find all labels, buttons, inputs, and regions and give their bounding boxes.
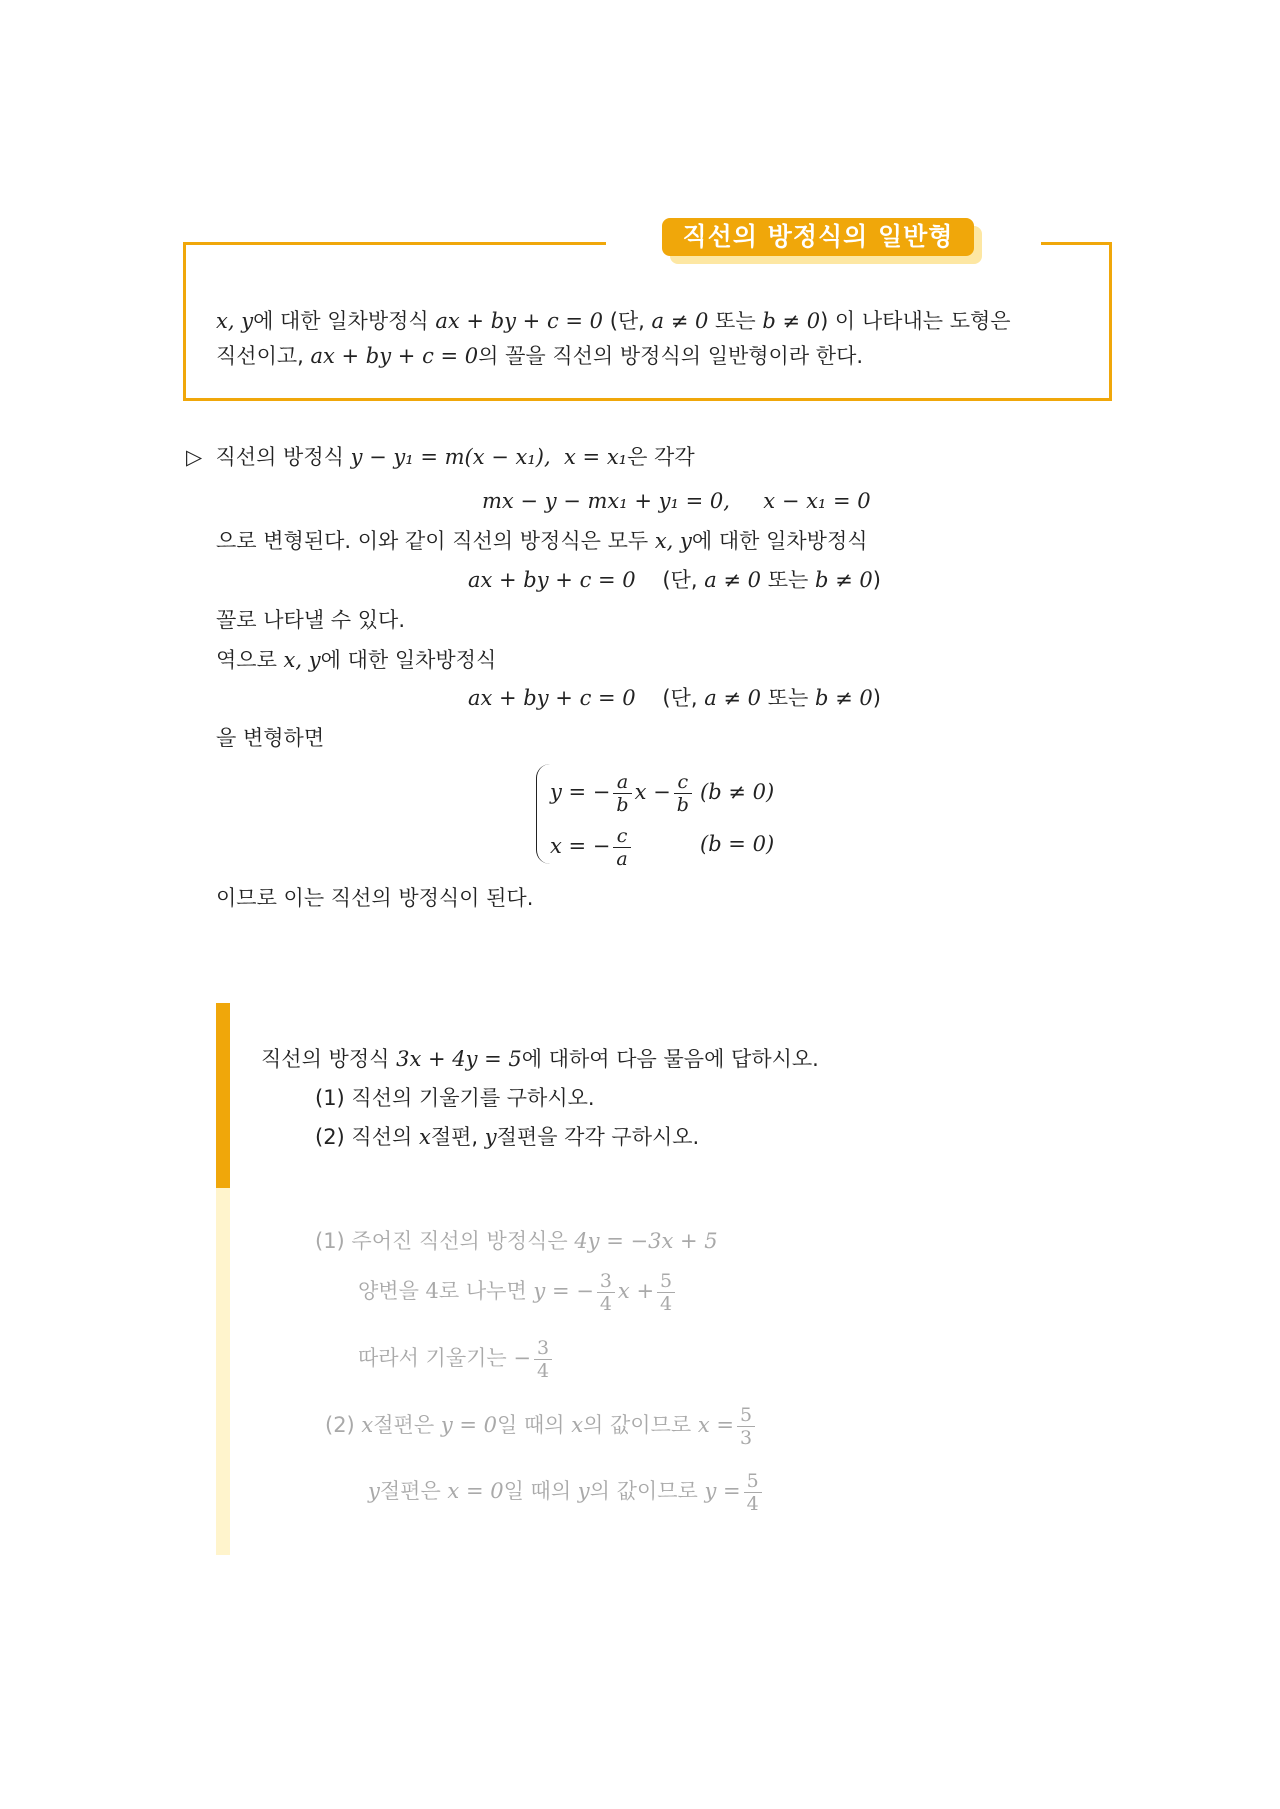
case-2-condition: (b = 0) <box>700 832 775 856</box>
solution-line-3 <box>358 1333 555 1383</box>
vars: x, y <box>283 648 321 672</box>
lhs: y = − <box>533 1279 594 1303</box>
condition-close: ) <box>872 686 881 710</box>
vertical-line-equation: x = x₁ <box>564 445 628 469</box>
solution-line-2 <box>358 1266 678 1316</box>
condition-open: (단, <box>662 568 705 592</box>
text: 에 대하여 다음 물음에 답하시오. <box>521 1047 819 1071</box>
text: 에 대한 일차방정식 <box>320 648 497 672</box>
text: 직선의 방정식 <box>261 1047 397 1071</box>
denominator: 3 <box>739 1426 753 1449</box>
denominator: 4 <box>660 1292 673 1315</box>
text: 은 각각 <box>627 445 695 469</box>
general-form-equation: ax + by + c = 0 <box>468 686 636 710</box>
condition: x = 0 <box>447 1479 504 1503</box>
case-2 <box>550 823 634 869</box>
condition-b: b ≠ 0 <box>814 686 873 710</box>
definition-text-end: 의 꼴을 직선의 방정식의 일반형이라 한다. <box>478 344 864 368</box>
explanation-line-7 <box>468 684 881 712</box>
definition-line-1 <box>216 307 1011 335</box>
var-x: x <box>571 1413 584 1437</box>
condition-close: ) <box>872 568 881 592</box>
text: (2) <box>325 1413 362 1437</box>
definition-line-2 <box>216 342 863 370</box>
numerator: 5 <box>737 1404 755 1427</box>
condition-open: (단, <box>662 686 705 710</box>
var-y: y <box>577 1479 590 1503</box>
general-form-equation: ax + by + c = 0 <box>435 309 604 333</box>
explanation-line-5: 꼴로 나타낼 수 있다. <box>216 608 405 632</box>
solution-line-4 <box>325 1400 758 1450</box>
text: 양변을 <box>358 1279 426 1303</box>
explanation-line-6 <box>216 646 496 674</box>
condition-or: 또는 <box>708 309 763 333</box>
text: 절편은 <box>373 1413 441 1437</box>
case-2-lhs: x = − <box>550 834 611 858</box>
explanation-line-4 <box>468 566 881 594</box>
var-y: y <box>484 1125 497 1149</box>
var-x: x <box>418 1125 431 1149</box>
point-slope-equation: y − y₁ = m(x − x₁), <box>350 445 551 469</box>
text: 에 대한 일차방정식 <box>691 529 868 553</box>
text: 으로 변형된다. 이와 같이 직선의 방정식은 모두 <box>216 529 655 553</box>
result-lhs: x = <box>697 1413 734 1437</box>
denominator: b <box>676 793 689 816</box>
numerator: c <box>613 825 630 848</box>
fraction-5-over-4 <box>744 1470 762 1515</box>
definition-vars: x, y <box>216 309 254 333</box>
text: 절편을 각각 구하시오. <box>496 1125 700 1149</box>
text: 로 나누면 <box>438 1279 534 1303</box>
numerator: 5 <box>657 1270 675 1293</box>
condition-or: 또는 <box>761 568 815 592</box>
denominator: 4 <box>536 1359 550 1382</box>
number: 4 <box>425 1279 439 1303</box>
text: 절편, <box>430 1125 485 1149</box>
fraction-3-over-4 <box>597 1270 615 1315</box>
solution-equation: 4y = −3x + 5 <box>574 1229 718 1253</box>
denominator: 4 <box>746 1492 759 1515</box>
denominator: a <box>616 847 628 870</box>
fraction-3-over-4 <box>534 1337 552 1382</box>
condition: y = 0 <box>440 1413 497 1437</box>
solution-line-1 <box>315 1227 718 1255</box>
case-1-mid: x − <box>634 780 671 804</box>
transformed-equation-2: x − x₁ = 0 <box>763 489 871 513</box>
triangle-marker-icon: ▷ <box>186 445 203 469</box>
var-x: x <box>361 1413 374 1437</box>
general-form-equation: ax + by + c = 0 <box>310 344 479 368</box>
explanation-line-8: 을 변형하면 <box>216 726 325 750</box>
case-1-condition: (b ≠ 0) <box>700 780 775 804</box>
example-equation: 3x + 4y = 5 <box>396 1047 522 1071</box>
result-lhs: y = <box>704 1479 741 1503</box>
case-1 <box>550 769 695 815</box>
fraction-c-over-a <box>613 825 630 870</box>
transformed-equation-1: mx − y − mx₁ + y₁ = 0, <box>482 489 730 513</box>
definition-text-end: ) 이 나타내는 도형은 <box>820 309 1011 333</box>
text: 일 때의 <box>496 1413 572 1437</box>
condition-or: 또는 <box>761 686 815 710</box>
fraction-5-over-4 <box>657 1270 675 1315</box>
condition-a: a ≠ 0 <box>704 686 762 710</box>
cases-brace <box>536 764 551 864</box>
example-question-2 <box>315 1123 699 1151</box>
text: 절편은 <box>379 1479 448 1503</box>
explanation-line-3 <box>216 527 868 555</box>
minus-sign: − <box>513 1346 531 1370</box>
text: 의 값이므로 <box>589 1479 705 1503</box>
text: (1) 주어진 직선의 방정식은 <box>315 1229 575 1253</box>
numerator: a <box>613 771 631 794</box>
fraction-5-over-3 <box>737 1404 755 1449</box>
explanation-line-9: 이므로 이는 직선의 방정식이 된다. <box>216 886 534 910</box>
case-1-lhs: y = − <box>550 780 611 804</box>
explanation-line-1 <box>186 443 695 471</box>
fraction-c-over-b <box>674 771 692 816</box>
numerator: 3 <box>597 1270 615 1293</box>
condition-a: a ≠ 0 <box>704 568 762 592</box>
definition-text: 직선이고, <box>216 344 311 368</box>
text: 역으로 <box>216 648 284 672</box>
condition-a: a ≠ 0 <box>651 309 709 333</box>
numerator: 5 <box>744 1470 762 1493</box>
definition-text: 에 대한 일차방정식 <box>253 309 436 333</box>
condition-open: (단, <box>603 309 652 333</box>
solution-line-5 <box>368 1466 765 1516</box>
text: (2) 직선의 <box>315 1125 419 1149</box>
var-y: y <box>368 1479 380 1503</box>
example-question-1: (1) 직선의 기울기를 구하시오. <box>315 1086 595 1110</box>
condition-b: b ≠ 0 <box>762 309 821 333</box>
text: 의 값이므로 <box>583 1413 698 1437</box>
section-title: 직선의 방정식의 일반형 <box>662 218 974 256</box>
example-bar-dark <box>216 1003 230 1188</box>
condition-b: b ≠ 0 <box>814 568 873 592</box>
general-form-equation: ax + by + c = 0 <box>468 568 636 592</box>
numerator: 3 <box>534 1337 552 1360</box>
example-bar-light <box>216 1188 230 1555</box>
vars: x, y <box>654 529 692 553</box>
text: 따라서 기울기는 <box>358 1346 514 1370</box>
numerator: c <box>674 771 692 794</box>
denominator: 4 <box>599 1292 612 1315</box>
text: 일 때의 <box>503 1479 578 1503</box>
mid: x + <box>617 1279 655 1303</box>
explanation-line-2 <box>482 487 871 515</box>
fraction-a-over-b <box>613 771 631 816</box>
example-question <box>261 1045 819 1073</box>
denominator: b <box>616 793 629 816</box>
text: 직선의 방정식 <box>215 445 351 469</box>
